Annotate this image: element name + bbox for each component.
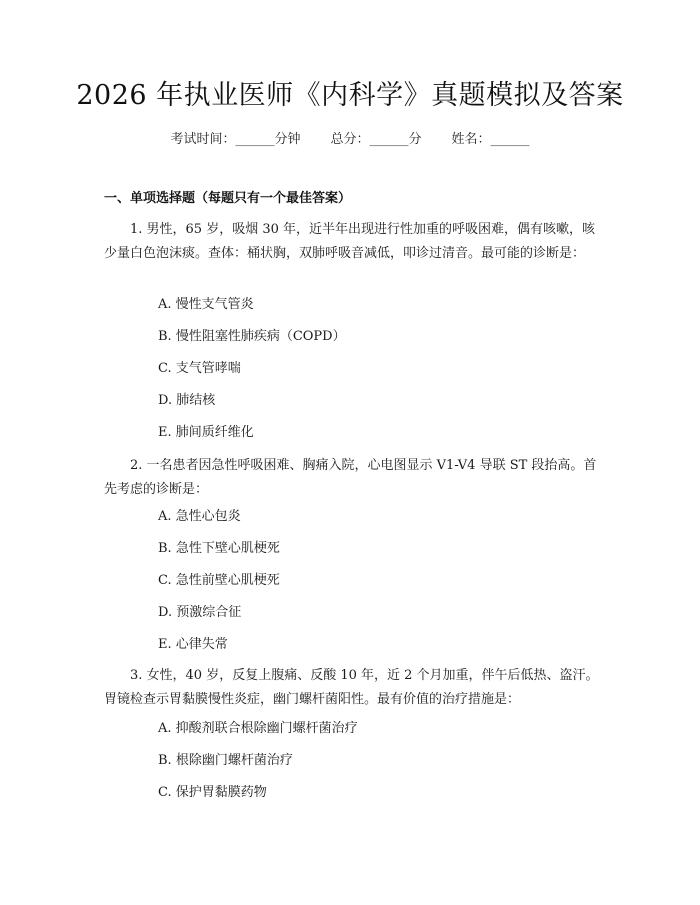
question-2-option-b: B. 急性下壁心肌梗死 (158, 541, 280, 556)
question-1-stem: 1. 男性，65 岁，吸烟 30 年，近半年出现进行性加重的呼吸困难，偶有咳嗽，咳少量白色泡沫痰。查体：桶状胸，双肺呼吸音减低，叩诊过清音。最可能的诊断是： (104, 222, 596, 261)
question-3-option-b: B. 根除幽门螺杆菌治疗 (158, 753, 293, 768)
question-3-option-a: A. 抑酸剂联合根除幽门螺杆菌治疗 (158, 721, 358, 736)
question-1-option-a: A. 慢性支气管炎 (158, 297, 254, 312)
question-2-option-d: D. 预激综合征 (158, 605, 242, 620)
question-1-option-d: D. 肺结核 (158, 393, 216, 408)
total-score-field: 总分：______分 (330, 132, 422, 147)
question-1-option-e: E. 肺间质纤维化 (158, 425, 254, 440)
question-3-option-c: C. 保护胃黏膜药物 (158, 785, 267, 800)
question-2-option-c: C. 急性前壁心肌梗死 (158, 573, 280, 588)
section-title: 一、单项选择题（每题只有一个最佳答案） (104, 191, 352, 206)
question-3-stem: 3. 女性，40 岁，反复上腹痛、反酸 10 年，近 2 个月加重，伴午后低热、盗汗。胃镜检查示胃黏膜慢性炎症，幽门螺杆菌阳性。最有价值的治疗措施是： (104, 668, 599, 707)
question-1-option-b: B. 慢性阻塞性肺疾病（COPD） (158, 329, 346, 344)
document-title: 2026 年执业医师《内科学》真题模拟及答案 (76, 80, 624, 111)
question-2-option-e: E. 心律失常 (158, 637, 228, 652)
student-name-field: 姓名：______ (451, 132, 530, 147)
exam-time-field: 考试时间：______分钟 (170, 132, 301, 147)
question-2-stem: 2. 一名患者因急性呼吸困难、胸痛入院，心电图显示 V1-V4 导联 ST 段抬高。首先考虑的诊断是： (104, 458, 597, 497)
exam-meta-line (0, 129, 700, 151)
question-1-option-c: C. 支气管哮喘 (158, 361, 241, 376)
question-2-option-a: A. 急性心包炎 (158, 509, 241, 524)
